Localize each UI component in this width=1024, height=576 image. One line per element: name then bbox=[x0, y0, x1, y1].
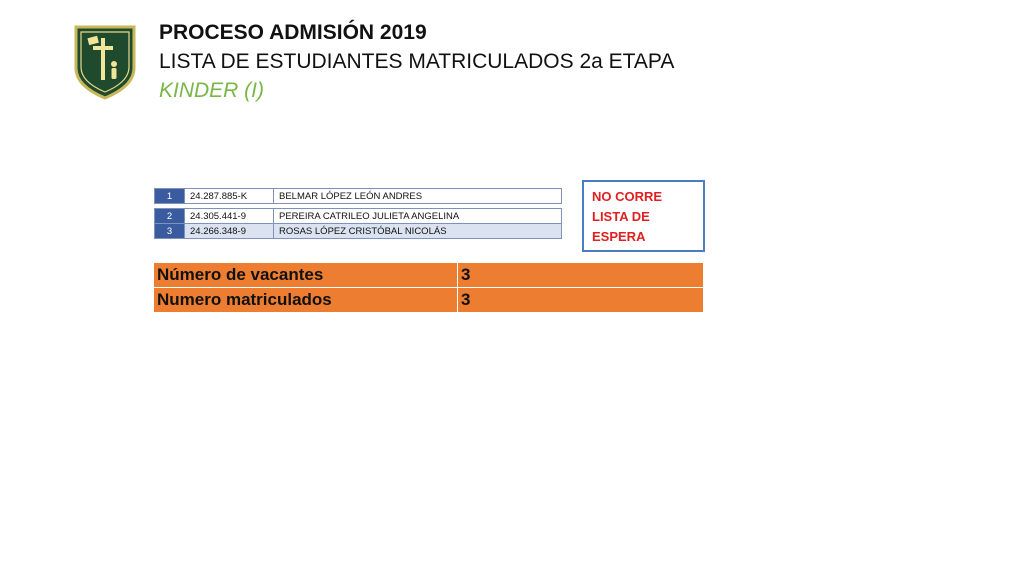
notice-line: LISTA DE bbox=[592, 209, 650, 224]
vacancies-label: Número de vacantes bbox=[154, 263, 458, 287]
enrolled-row bbox=[153, 287, 704, 313]
student-rut: 24.305.441-9 bbox=[185, 209, 274, 223]
enrolled-value: 3 bbox=[461, 290, 471, 309]
summary-table bbox=[153, 262, 704, 313]
waitlist-notice bbox=[582, 180, 705, 252]
child-figure-icon bbox=[111, 61, 117, 67]
student-name: ROSAS LÓPEZ CRISTÓBAL NICOLÁS bbox=[279, 225, 447, 237]
cross-icon bbox=[101, 38, 105, 80]
student-number: 3 bbox=[155, 224, 185, 238]
school-shield-logo bbox=[74, 24, 136, 100]
notice-line: NO CORRE bbox=[592, 189, 663, 204]
course-level: KINDER (I) bbox=[159, 79, 264, 102]
student-rut: 24.287.885-K bbox=[185, 189, 274, 203]
notice-line: ESPERA bbox=[592, 229, 646, 244]
student-rut: 24.266.348-9 bbox=[185, 224, 274, 238]
page-title: PROCESO ADMISIÓN 2019 bbox=[159, 21, 427, 44]
student-number: 1 bbox=[155, 189, 185, 203]
vacancies-row bbox=[153, 262, 704, 288]
enrolled-label: Numero matriculados bbox=[154, 288, 458, 312]
student-name: BELMAR LÓPEZ LEÓN ANDRES bbox=[279, 190, 423, 202]
student-number: 2 bbox=[155, 209, 185, 223]
vacancies-value: 3 bbox=[461, 265, 471, 284]
page-subtitle: LISTA DE ESTUDIANTES MATRICULADOS 2a ETAPA bbox=[159, 50, 675, 73]
student-name: PEREIRA CATRILEO JULIETA ANGELINA bbox=[279, 210, 460, 222]
student-row bbox=[154, 188, 562, 204]
student-row bbox=[154, 223, 562, 239]
student-list bbox=[154, 188, 562, 239]
student-row bbox=[154, 208, 562, 224]
page-header bbox=[159, 18, 859, 105]
